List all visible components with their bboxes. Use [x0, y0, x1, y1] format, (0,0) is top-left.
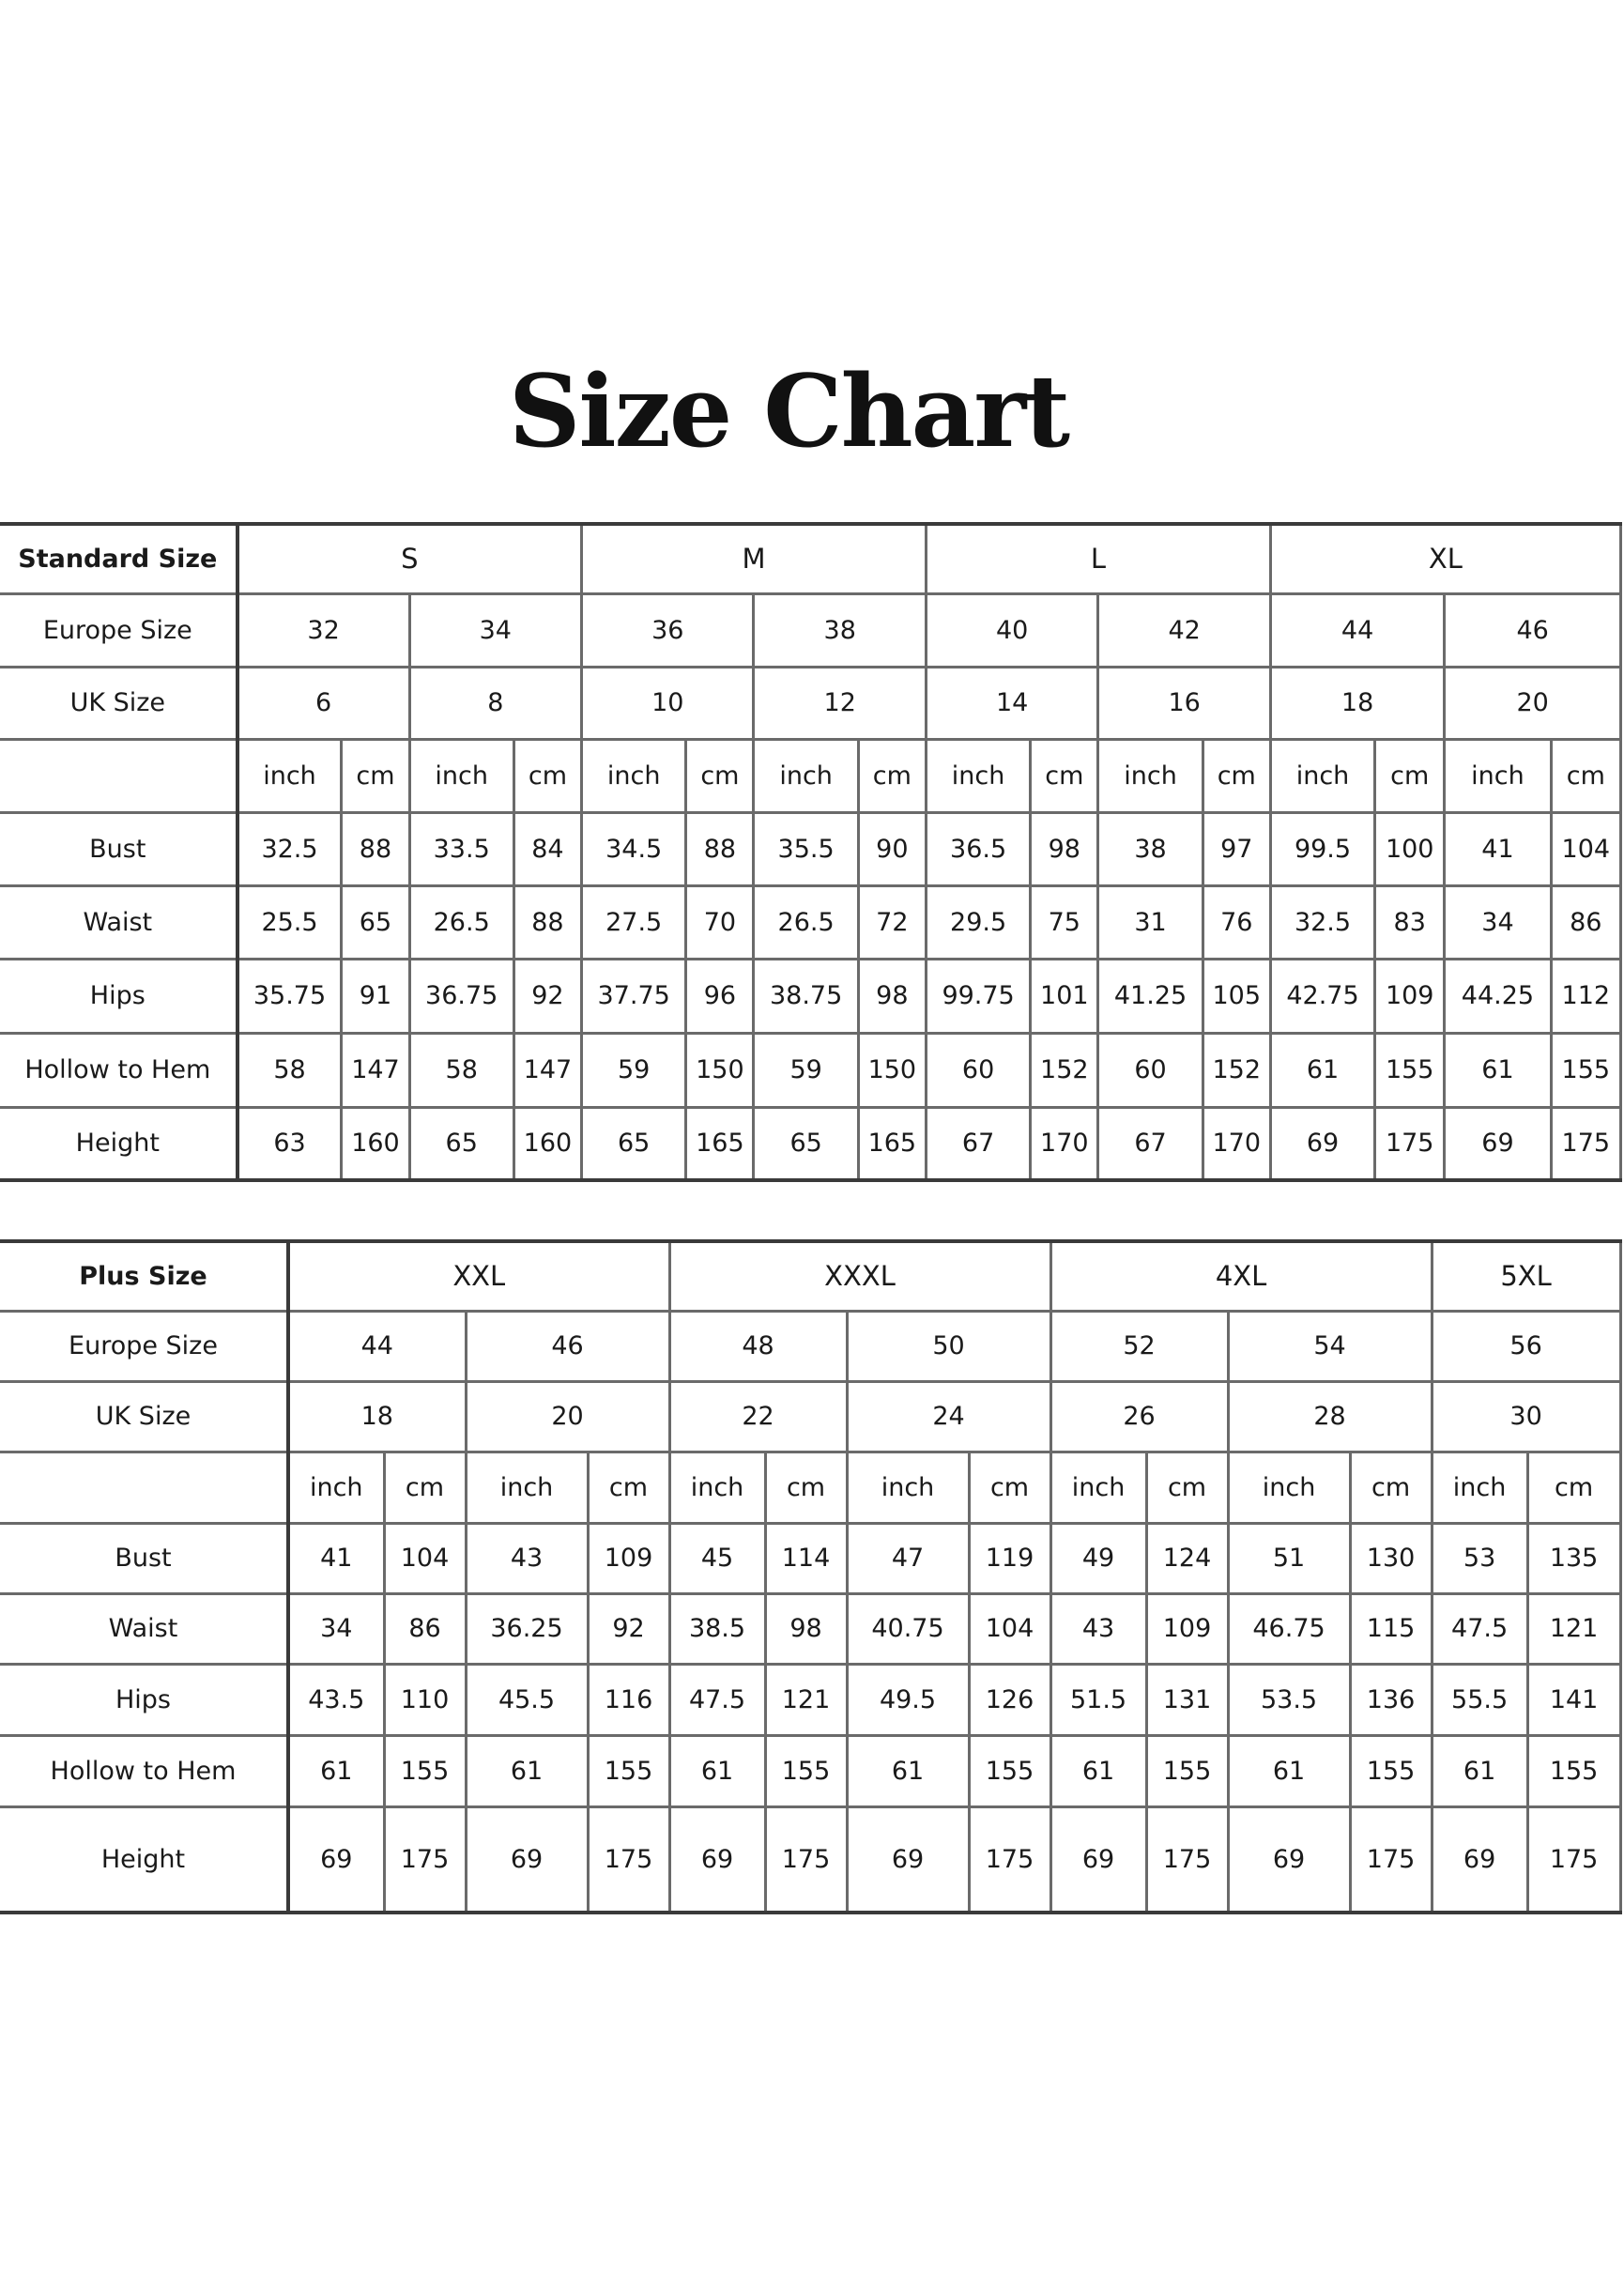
- value-cell: 121: [765, 1664, 847, 1735]
- europe-size-label: Europe Size: [0, 593, 237, 667]
- unit-row: [0, 1452, 1620, 1523]
- hollow-to-hem-row: [0, 1033, 1621, 1107]
- value-cell: 60: [1098, 1033, 1203, 1107]
- value-cell: 49: [1050, 1523, 1146, 1593]
- value-cell: 29.5: [926, 885, 1030, 959]
- value-cell: 59: [754, 1033, 858, 1107]
- value-cell: 105: [1203, 959, 1270, 1033]
- value-cell: 75: [1031, 885, 1098, 959]
- unit-inch: inch: [1432, 1452, 1527, 1523]
- unit-inch: inch: [1445, 739, 1551, 812]
- value-cell: 88: [686, 812, 754, 885]
- value-cell: 61: [288, 1735, 384, 1806]
- value-cell: 33.5: [409, 812, 513, 885]
- uk-size-cell: 22: [669, 1381, 847, 1452]
- value-cell: 34.5: [582, 812, 686, 885]
- value-cell: 61: [1228, 1735, 1350, 1806]
- value-cell: 152: [1031, 1033, 1098, 1107]
- europe-size-row: [0, 593, 1621, 667]
- europe-size-cell: 46: [466, 1311, 669, 1381]
- unit-inch: inch: [288, 1452, 384, 1523]
- europe-size-cell: 46: [1445, 593, 1621, 667]
- value-cell: 155: [1551, 1033, 1620, 1107]
- europe-size-cell: 38: [754, 593, 926, 667]
- value-cell: 88: [513, 885, 581, 959]
- value-cell: 34: [288, 1593, 384, 1664]
- unit-cm: cm: [686, 739, 754, 812]
- value-cell: 47: [847, 1523, 969, 1593]
- unit-cm: cm: [1350, 1452, 1432, 1523]
- value-cell: 76: [1203, 885, 1270, 959]
- value-cell: 36.75: [409, 959, 513, 1033]
- value-cell: 155: [969, 1735, 1050, 1806]
- value-cell: 46.75: [1228, 1593, 1350, 1664]
- europe-size-cell: 52: [1050, 1311, 1228, 1381]
- value-cell: 58: [237, 1033, 342, 1107]
- value-cell: 61: [1270, 1033, 1374, 1107]
- value-cell: 109: [1146, 1593, 1228, 1664]
- value-cell: 43.5: [288, 1664, 384, 1735]
- value-cell: 92: [513, 959, 581, 1033]
- size-header: XXXL: [669, 1241, 1050, 1311]
- uk-size-label: UK Size: [0, 1381, 288, 1452]
- unit-cm: cm: [1527, 1452, 1620, 1523]
- europe-size-cell: 34: [409, 593, 581, 667]
- value-cell: 147: [342, 1033, 409, 1107]
- measure-label: Waist: [0, 885, 237, 959]
- value-cell: 109: [1375, 959, 1445, 1033]
- unit-inch: inch: [1228, 1452, 1350, 1523]
- value-cell: 38: [1098, 812, 1203, 885]
- value-cell: 101: [1031, 959, 1098, 1033]
- value-cell: 26.5: [754, 885, 858, 959]
- unit-cm: cm: [1031, 739, 1098, 812]
- value-cell: 41: [288, 1523, 384, 1593]
- value-cell: 58: [409, 1033, 513, 1107]
- value-cell: 44.25: [1445, 959, 1551, 1033]
- uk-size-cell: 8: [409, 667, 581, 739]
- value-cell: 98: [765, 1593, 847, 1664]
- value-cell: 98: [1031, 812, 1098, 885]
- plus-size-label: Plus Size: [0, 1241, 288, 1311]
- value-cell: 43: [466, 1523, 588, 1593]
- value-cell: 175: [1551, 1107, 1620, 1180]
- uk-size-cell: 18: [288, 1381, 466, 1452]
- size-header: XXL: [288, 1241, 669, 1311]
- value-cell: 69: [1228, 1806, 1350, 1913]
- value-cell: 175: [384, 1806, 466, 1913]
- value-cell: 170: [1203, 1107, 1270, 1180]
- unit-cm: cm: [858, 739, 926, 812]
- uk-size-label: UK Size: [0, 667, 237, 739]
- unit-cm: cm: [342, 739, 409, 812]
- size-header: XL: [1270, 524, 1620, 593]
- value-cell: 32.5: [237, 812, 342, 885]
- value-cell: 41.25: [1098, 959, 1203, 1033]
- europe-size-row: [0, 1311, 1620, 1381]
- value-cell: 155: [1146, 1735, 1228, 1806]
- unit-cm: cm: [1203, 739, 1270, 812]
- europe-size-cell: 56: [1432, 1311, 1620, 1381]
- value-cell: 99.5: [1270, 812, 1374, 885]
- uk-size-cell: 20: [1445, 667, 1621, 739]
- europe-size-cell: 54: [1228, 1311, 1432, 1381]
- value-cell: 55.5: [1432, 1664, 1527, 1735]
- uk-size-cell: 16: [1098, 667, 1270, 739]
- value-cell: 60: [926, 1033, 1030, 1107]
- measure-label: Bust: [0, 1523, 288, 1593]
- value-cell: 47.5: [1432, 1593, 1527, 1664]
- value-cell: 124: [1146, 1523, 1228, 1593]
- waist-row: [0, 885, 1621, 959]
- unit-inch: inch: [1270, 739, 1374, 812]
- uk-size-cell: 20: [466, 1381, 669, 1452]
- unit-cm: cm: [765, 1452, 847, 1523]
- value-cell: 43: [1050, 1593, 1146, 1664]
- europe-size-cell: 48: [669, 1311, 847, 1381]
- value-cell: 131: [1146, 1664, 1228, 1735]
- unit-row: [0, 739, 1621, 812]
- measure-label: Hollow to Hem: [0, 1033, 237, 1107]
- measure-label: Height: [0, 1806, 288, 1913]
- value-cell: 96: [686, 959, 754, 1033]
- value-cell: 114: [765, 1523, 847, 1593]
- value-cell: 35.75: [237, 959, 342, 1033]
- hips-row: [0, 1664, 1620, 1735]
- value-cell: 104: [1551, 812, 1620, 885]
- value-cell: 86: [1551, 885, 1620, 959]
- uk-size-cell: 10: [582, 667, 754, 739]
- value-cell: 72: [858, 885, 926, 959]
- value-cell: 98: [858, 959, 926, 1033]
- value-cell: 99.75: [926, 959, 1030, 1033]
- value-cell: 135: [1527, 1523, 1620, 1593]
- unit-cm: cm: [1375, 739, 1445, 812]
- value-cell: 25.5: [237, 885, 342, 959]
- unit-inch: inch: [466, 1452, 588, 1523]
- value-cell: 90: [858, 812, 926, 885]
- bust-row: [0, 1523, 1620, 1593]
- uk-size-cell: 12: [754, 667, 926, 739]
- plus-size-table: [0, 1239, 1622, 1914]
- value-cell: 61: [847, 1735, 969, 1806]
- value-cell: 121: [1527, 1593, 1620, 1664]
- value-cell: 175: [1146, 1806, 1228, 1913]
- value-cell: 65: [582, 1107, 686, 1180]
- value-cell: 155: [588, 1735, 669, 1806]
- unit-inch: inch: [1050, 1452, 1146, 1523]
- uk-size-cell: 6: [237, 667, 409, 739]
- value-cell: 136: [1350, 1664, 1432, 1735]
- value-cell: 175: [765, 1806, 847, 1913]
- value-cell: 160: [513, 1107, 581, 1180]
- value-cell: 116: [588, 1664, 669, 1735]
- value-cell: 40.75: [847, 1593, 969, 1664]
- value-cell: 155: [765, 1735, 847, 1806]
- value-cell: 119: [969, 1523, 1050, 1593]
- value-cell: 69: [1050, 1806, 1146, 1913]
- unit-cm: cm: [1146, 1452, 1228, 1523]
- value-cell: 126: [969, 1664, 1050, 1735]
- measure-label: Height: [0, 1107, 237, 1180]
- value-cell: 26.5: [409, 885, 513, 959]
- value-cell: 32.5: [1270, 885, 1374, 959]
- size-header: 5XL: [1432, 1241, 1620, 1311]
- value-cell: 59: [582, 1033, 686, 1107]
- value-cell: 160: [342, 1107, 409, 1180]
- size-header: L: [926, 524, 1270, 593]
- value-cell: 84: [513, 812, 581, 885]
- value-cell: 150: [686, 1033, 754, 1107]
- value-cell: 65: [754, 1107, 858, 1180]
- unit-cm: cm: [969, 1452, 1050, 1523]
- value-cell: 104: [384, 1523, 466, 1593]
- value-cell: 165: [858, 1107, 926, 1180]
- measure-label: Hollow to Hem: [0, 1735, 288, 1806]
- value-cell: 63: [237, 1107, 342, 1180]
- value-cell: 147: [513, 1033, 581, 1107]
- unit-row-label: [0, 1452, 288, 1523]
- value-cell: 45: [669, 1523, 765, 1593]
- standard-size-label: Standard Size: [0, 524, 237, 593]
- value-cell: 69: [1445, 1107, 1551, 1180]
- value-cell: 150: [858, 1033, 926, 1107]
- value-cell: 45.5: [466, 1664, 588, 1735]
- uk-size-cell: 30: [1432, 1381, 1620, 1452]
- unit-inch: inch: [847, 1452, 969, 1523]
- value-cell: 31: [1098, 885, 1203, 959]
- value-cell: 38.75: [754, 959, 858, 1033]
- value-cell: 61: [669, 1735, 765, 1806]
- value-cell: 69: [1270, 1107, 1374, 1180]
- value-cell: 155: [1375, 1033, 1445, 1107]
- unit-inch: inch: [409, 739, 513, 812]
- europe-size-cell: 44: [288, 1311, 466, 1381]
- value-cell: 69: [847, 1806, 969, 1913]
- unit-inch: inch: [582, 739, 686, 812]
- height-row: [0, 1806, 1620, 1913]
- value-cell: 110: [384, 1664, 466, 1735]
- value-cell: 49.5: [847, 1664, 969, 1735]
- value-cell: 47.5: [669, 1664, 765, 1735]
- uk-size-cell: 18: [1270, 667, 1444, 739]
- value-cell: 170: [1031, 1107, 1098, 1180]
- unit-inch: inch: [754, 739, 858, 812]
- unit-inch: inch: [1098, 739, 1203, 812]
- bust-row: [0, 812, 1621, 885]
- unit-cm: cm: [384, 1452, 466, 1523]
- value-cell: 61: [1445, 1033, 1551, 1107]
- europe-size-cell: 40: [926, 593, 1097, 667]
- value-cell: 175: [588, 1806, 669, 1913]
- value-cell: 97: [1203, 812, 1270, 885]
- unit-inch: inch: [926, 739, 1030, 812]
- value-cell: 152: [1203, 1033, 1270, 1107]
- measure-label: Waist: [0, 1593, 288, 1664]
- plus-size-row: [0, 1241, 1620, 1311]
- uk-size-cell: 28: [1228, 1381, 1432, 1452]
- uk-size-cell: 26: [1050, 1381, 1228, 1452]
- standard-size-row: [0, 524, 1621, 593]
- value-cell: 141: [1527, 1664, 1620, 1735]
- value-cell: 88: [342, 812, 409, 885]
- value-cell: 69: [466, 1806, 588, 1913]
- value-cell: 100: [1375, 812, 1445, 885]
- value-cell: 104: [969, 1593, 1050, 1664]
- standard-size-table: [0, 522, 1622, 1182]
- value-cell: 175: [1375, 1107, 1445, 1180]
- measure-label: Hips: [0, 959, 237, 1033]
- uk-size-row: [0, 667, 1621, 739]
- value-cell: 83: [1375, 885, 1445, 959]
- value-cell: 38.5: [669, 1593, 765, 1664]
- europe-size-cell: 32: [237, 593, 409, 667]
- europe-size-label: Europe Size: [0, 1311, 288, 1381]
- value-cell: 109: [588, 1523, 669, 1593]
- waist-row: [0, 1593, 1620, 1664]
- value-cell: 67: [1098, 1107, 1203, 1180]
- value-cell: 61: [466, 1735, 588, 1806]
- value-cell: 36.25: [466, 1593, 588, 1664]
- value-cell: 35.5: [754, 812, 858, 885]
- value-cell: 65: [409, 1107, 513, 1180]
- value-cell: 70: [686, 885, 754, 959]
- value-cell: 112: [1551, 959, 1620, 1033]
- value-cell: 155: [1527, 1735, 1620, 1806]
- value-cell: 69: [288, 1806, 384, 1913]
- size-header: M: [582, 524, 927, 593]
- value-cell: 115: [1350, 1593, 1432, 1664]
- size-header: S: [237, 524, 582, 593]
- page-title: Size Chart: [508, 352, 1069, 469]
- height-row: [0, 1107, 1621, 1180]
- value-cell: 69: [1432, 1806, 1527, 1913]
- unit-inch: inch: [669, 1452, 765, 1523]
- europe-size-cell: 36: [582, 593, 754, 667]
- value-cell: 175: [1350, 1806, 1432, 1913]
- value-cell: 165: [686, 1107, 754, 1180]
- measure-label: Hips: [0, 1664, 288, 1735]
- unit-row-label: [0, 739, 237, 812]
- value-cell: 65: [342, 885, 409, 959]
- value-cell: 27.5: [582, 885, 686, 959]
- value-cell: 175: [1527, 1806, 1620, 1913]
- uk-size-row: [0, 1381, 1620, 1452]
- hollow-to-hem-row: [0, 1735, 1620, 1806]
- value-cell: 51: [1228, 1523, 1350, 1593]
- value-cell: 175: [969, 1806, 1050, 1913]
- size-header: 4XL: [1050, 1241, 1432, 1311]
- unit-cm: cm: [1551, 739, 1620, 812]
- value-cell: 155: [1350, 1735, 1432, 1806]
- hips-row: [0, 959, 1621, 1033]
- unit-inch: inch: [237, 739, 342, 812]
- europe-size-cell: 44: [1270, 593, 1444, 667]
- europe-size-cell: 42: [1098, 593, 1270, 667]
- unit-cm: cm: [513, 739, 581, 812]
- value-cell: 91: [342, 959, 409, 1033]
- value-cell: 61: [1050, 1735, 1146, 1806]
- value-cell: 34: [1445, 885, 1551, 959]
- value-cell: 130: [1350, 1523, 1432, 1593]
- value-cell: 42.75: [1270, 959, 1374, 1033]
- value-cell: 41: [1445, 812, 1551, 885]
- value-cell: 51.5: [1050, 1664, 1146, 1735]
- value-cell: 37.75: [582, 959, 686, 1033]
- measure-label: Bust: [0, 812, 237, 885]
- value-cell: 69: [669, 1806, 765, 1913]
- value-cell: 67: [926, 1107, 1030, 1180]
- europe-size-cell: 50: [847, 1311, 1050, 1381]
- unit-cm: cm: [588, 1452, 669, 1523]
- uk-size-cell: 14: [926, 667, 1097, 739]
- value-cell: 86: [384, 1593, 466, 1664]
- value-cell: 36.5: [926, 812, 1030, 885]
- uk-size-cell: 24: [847, 1381, 1050, 1452]
- value-cell: 53: [1432, 1523, 1527, 1593]
- value-cell: 92: [588, 1593, 669, 1664]
- value-cell: 155: [384, 1735, 466, 1806]
- value-cell: 53.5: [1228, 1664, 1350, 1735]
- value-cell: 61: [1432, 1735, 1527, 1806]
